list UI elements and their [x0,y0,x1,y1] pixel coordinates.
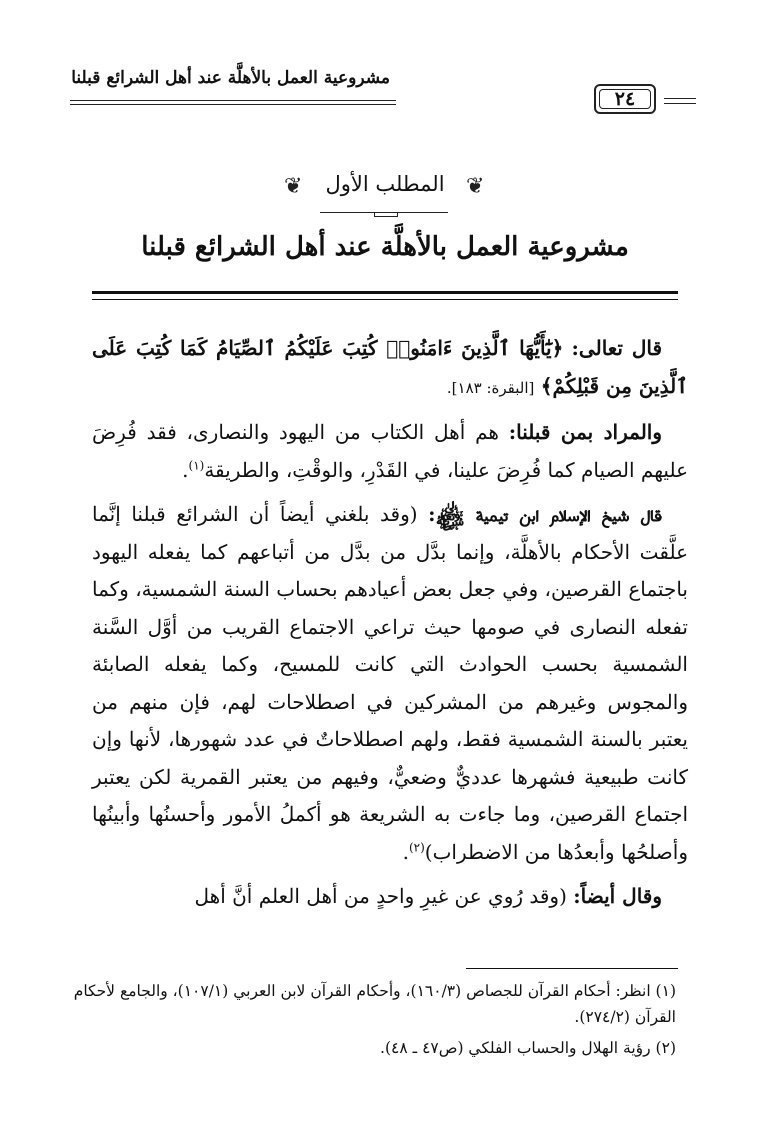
section-label: المطلب الأول [325,172,445,196]
header-rule [664,103,696,104]
paragraph-end: . [402,839,409,864]
verse-reference: [البقرة: ١٨٣]. [446,378,535,397]
paragraph-lead: قال شيخ الإسلام ابن تيمية ﷾: [428,502,662,526]
label-divider-notch [374,212,398,217]
paragraph-text: (وقد رُوي عن غيرِ واحدٍ من أهل العلم أنَّ أهل [194,884,567,908]
header-rule [70,104,396,105]
paragraph-text: هم أهل الكتاب من اليهود والنصارى، فقد فُرِضَ عليهم الصيام كما فُرِضَ علينا، في القَدْرِ، والوقْتِ، والطريقة [92,420,688,482]
footnote-marker: (١) [188,457,205,472]
body-text [92,330,688,923]
footnote-marker: (٢) [408,839,425,854]
footnote: (١) انظر: أحكام القرآن للجصاص (١٦٠/٣)، وأحكام القرآن لابن العربي (١٠٧/١)، والجامع لأحكام القرآن (٢٧٤/٢). [73,982,676,1026]
header-rule [70,100,396,101]
paragraph [92,496,688,871]
page-number-text: ٢٤ [614,88,636,110]
paragraph [92,878,688,916]
running-header-title: مشروعية العمل بالأهلَّة عند أهل الشرائع قبلنا [71,68,390,88]
paragraph-lead: قال تعالى: [571,336,663,360]
paragraph-lead: وقال أيضاً: [573,884,662,908]
paragraph [92,330,688,407]
paragraph [92,414,688,489]
section-title: مشروعية العمل بالأهلَّة عند أهل الشرائع قبلنا [141,232,629,262]
ornament-icon: ❦ [466,174,485,199]
footnote: (٢) رؤية الهلال والحساب الفلكي (ص٤٧ ـ ٤٨). [380,1039,676,1057]
ornament-icon: ❦ [284,174,303,199]
header-rule [664,98,696,99]
footnotes [72,978,676,1066]
title-divider [92,299,678,300]
page-number [594,84,656,114]
title-divider [92,291,678,294]
paragraph-text: (وقد بلغني أيضاً أن الشرائع قبلنا إنَّما علَّقت الأحكام بالأهلَّة، وإنما بدَّل من بدَّل من أتباعهم كما يفعله اليهود باجتماع القرصين، وفي جعل بعض أعيادهم بحساب السنة الشمسية، وكما تفعله النصارى في صومها حيث تراعي الاجتماع القريب من أوَّل السَّنة الشمسية بحسب الحوادث التي كانت للمسيح، وكما يفعله الصابئة والمجوس وغيرهم من المشركين في اصطلاحات لهم، فإن منهم من يعتبر بالسنة الشمسية فقط، ولهم اصطلاحاتٌ في عدد شهورها، لأنها وإن كانت طبيعية فشهرها عدديٌّ وضعيٌّ، وفيهم من يعتبر القمرية لكن يعتبر اجتماع القرصين، وما جاءت به الشريعة هو أكملُ الأمور وأحسنُها وأبينُها وأصلحُها وأبعدُها من الاضطراب) [92,502,688,864]
footnote-divider [466,968,678,969]
paragraph-end: . [182,457,189,482]
paragraph-lead: والمراد بمن قبلنا: [508,420,663,444]
quran-verse: ﴿يَٰٓأَيُّهَا ٱلَّذِينَ ءَامَنُوا۟ كُتِبَ عَلَيْكُمُ ٱلصِّيَامُ كَمَا كُتِبَ عَلَى ٱلَّذِينَ مِن قَبْلِكُمْ﴾ [92,336,688,398]
